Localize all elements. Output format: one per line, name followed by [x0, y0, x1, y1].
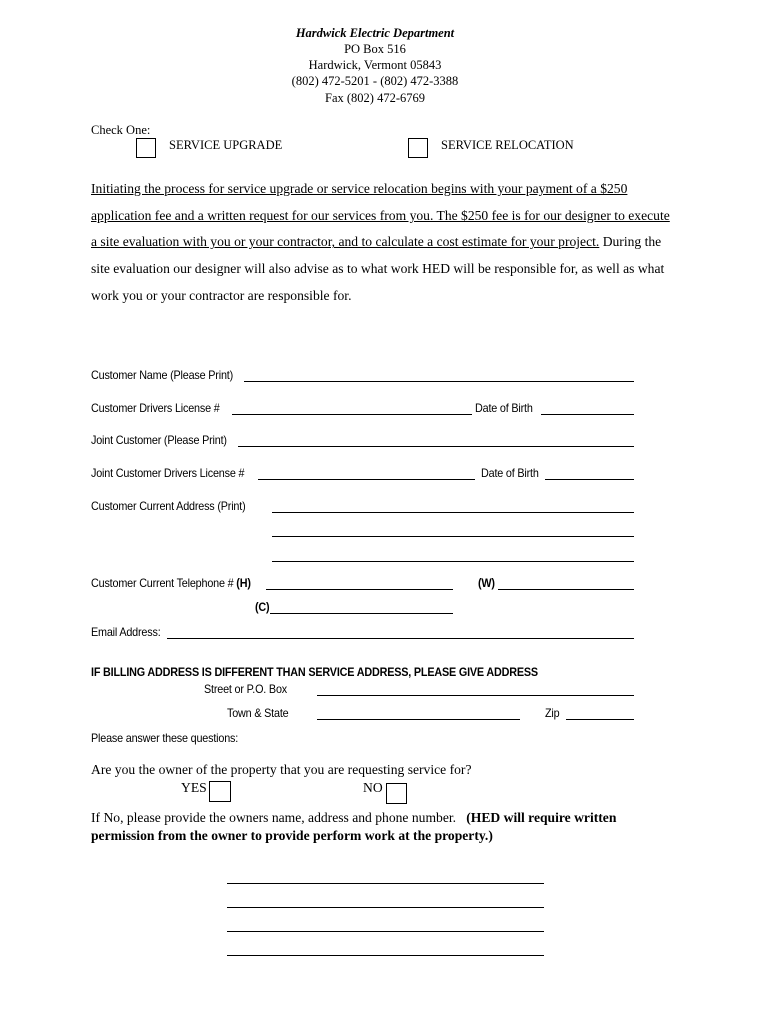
questions-intro: Please answer these questions:	[91, 731, 239, 745]
dob-label: Date of Birth	[475, 401, 533, 415]
service-upgrade-checkbox[interactable]	[136, 138, 156, 158]
yes-label: YES	[181, 780, 207, 795]
address-label: Customer Current Address (Print)	[91, 499, 246, 513]
po-box: PO Box 516	[344, 42, 406, 56]
telephone-c-label: (C)	[255, 600, 270, 614]
check-one-label: Check One:	[91, 123, 151, 137]
address-line-1[interactable]	[272, 512, 634, 513]
service-relocation-checkbox[interactable]	[408, 138, 428, 158]
telephone-home-field[interactable]	[266, 589, 453, 590]
street-field[interactable]	[317, 695, 634, 696]
joint-license-label: Joint Customer Drivers License #	[91, 466, 245, 480]
telephone-work-field[interactable]	[498, 589, 634, 590]
customer-name-label: Customer Name (Please Print)	[91, 368, 234, 382]
joint-license-field[interactable]	[258, 479, 475, 480]
intro-underlined-text: Initiating the process for service upgrade or service relocation begins with your payment of a $250 application fee and a written request for our services from you. The $250 fee is for our designer to execute a site evaluation with you or your contractor, and to calculate a cost estimate for your project.	[91, 181, 670, 250]
telephone-h-label: (H)	[236, 576, 251, 590]
if-no-bold-text: (HED will require written permission from the owner to provide perform work at the property.)	[91, 810, 617, 843]
joint-customer-field[interactable]	[238, 446, 634, 447]
address-line-2[interactable]	[272, 536, 634, 537]
telephone-cell-field[interactable]	[270, 613, 453, 614]
address-line-3[interactable]	[272, 561, 634, 562]
drivers-license-field[interactable]	[232, 414, 472, 415]
telephone-w-label: (W)	[478, 576, 495, 590]
email-field[interactable]	[167, 638, 634, 639]
no-checkbox[interactable]	[386, 783, 407, 804]
telephone-label-text: Customer Current Telephone #	[91, 576, 234, 590]
intro-paragraph	[91, 176, 671, 310]
service-upgrade-label: SERVICE UPGRADE	[169, 138, 283, 152]
yes-checkbox[interactable]	[209, 781, 231, 802]
town-state-label: Town & State	[227, 706, 289, 720]
dob-field[interactable]	[541, 414, 634, 415]
joint-dob-label: Date of Birth	[481, 466, 539, 480]
no-label: NO	[363, 780, 383, 795]
street-label: Street or P.O. Box	[204, 682, 288, 696]
if-no-text: If No, please provide the owners name, address and phone number.	[91, 810, 457, 825]
zip-field[interactable]	[566, 719, 634, 720]
drivers-license-label: Customer Drivers License #	[91, 401, 220, 415]
joint-dob-field[interactable]	[545, 479, 634, 480]
org-name: Hardwick Electric Department	[295, 26, 455, 40]
telephone-label	[91, 576, 251, 590]
customer-name-field[interactable]	[244, 381, 634, 382]
billing-heading: IF BILLING ADDRESS IS DIFFERENT THAN SERVICE ADDRESS, PLEASE GIVE ADDRESS	[91, 665, 538, 679]
zip-label: Zip	[545, 706, 560, 720]
email-label: Email Address:	[91, 625, 161, 639]
service-relocation-label: SERVICE RELOCATION	[441, 138, 574, 152]
owner-line-3[interactable]	[227, 931, 544, 932]
joint-customer-label: Joint Customer (Please Print)	[91, 433, 227, 447]
town-state-field[interactable]	[317, 719, 520, 720]
fax-number: Fax (802) 472-6769	[325, 91, 425, 105]
intro-rest-text: During the site evaluation our designer will also advise as to what work HED will be responsible for, as well as what work you or your contractor are responsible for.	[91, 234, 665, 303]
city-state-zip: Hardwick, Vermont 05843	[308, 58, 442, 72]
owner-line-2[interactable]	[227, 907, 544, 908]
owner-line-4[interactable]	[227, 955, 544, 956]
phone-numbers: (802) 472-5201 - (802) 472-3388	[291, 74, 459, 88]
if-no-paragraph	[91, 809, 651, 845]
owner-line-1[interactable]	[227, 883, 544, 884]
owner-question: Are you the owner of the property that you are requesting service for?	[91, 762, 472, 777]
